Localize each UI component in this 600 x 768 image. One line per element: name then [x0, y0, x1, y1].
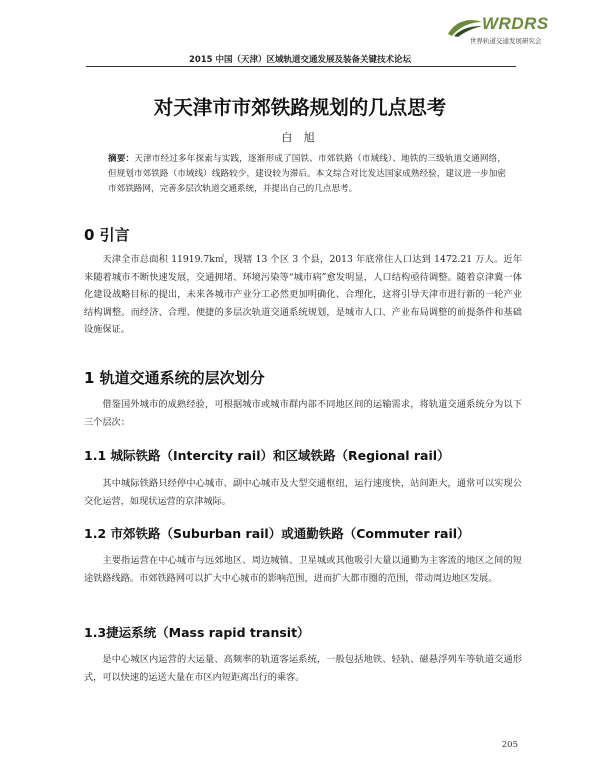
paper-title: 对天津市市郊铁路规划的几点思考 — [153, 96, 447, 119]
logo-swoosh-icon — [446, 16, 484, 38]
logo-text: WRDRS — [482, 14, 549, 33]
abstract — [108, 152, 506, 197]
section-heading-intro: 0 引言 — [84, 226, 130, 244]
subsection-1-1-paragraph: 其中城际铁路只经停中心城市、副中心城市及大型交通枢纽，运行速度快，站间距大，通常可以实现公交化运营，如现状运营的京津城际。 — [84, 478, 522, 507]
section-heading-levels: 1 轨道交通系统的层次划分 — [84, 369, 265, 387]
running-header: 2015 中国（天津）区域轨道交通发展及装备关键技术论坛 — [188, 55, 412, 65]
logo-subtitle: 世界轨道交通发展研究会 — [470, 37, 542, 45]
levels-paragraph: 借鉴国外城市的成熟经验，可根据城市或城市群内部不同地区间的运输需求，将轨道交通系统分为以下三个层次： — [84, 399, 522, 428]
header-rule — [86, 66, 516, 67]
abstract-label: 摘要： — [108, 154, 135, 164]
wrdrs-logo — [446, 14, 556, 50]
page-number: 205 — [501, 740, 518, 750]
subsection-1-2-paragraph: 主要指运营在中心城市与远郊地区、周边城镇、卫星城或其他吸引大量以通勤为主客流的地区之间的短途铁路线路。市郊铁路网可以扩大中心城市的影响范围，进而扩大都市圈的范围，带动周边地区发展。 — [84, 555, 522, 584]
abstract-text: 天津市经过多年探索与实践，逐渐形成了国铁、市郊铁路（市域线）、地铁的三级轨道交通网络，但规划市郊铁路（市域线）线路较少，建设较为滞后。本文综合对比发达国家成熟经验，建议进一步加密市郊铁路网，完善多层次轨道交通系统，并提出自己的几点思考。 — [108, 154, 506, 194]
subsection-heading-1-3: 1.3捷运系统（Mass rapid transit） — [84, 625, 310, 640]
subsection-heading-1-1: 1.1 城际铁路（Intercity rail）和区域铁路（Regional rail） — [84, 448, 450, 463]
intro-paragraph: 天津全市总面积 11919.7k㎡，现辖 13 个区 3 个县，2013 年底常住人口达到 1472.21 万人。近年来随着城市不断快速发展，交通拥堵、环境污染等“城市病”愈发明显，人口结构亟待调整。随着京津冀一体化建设战略目标的提出，未来各城市产业分工必然更加明确化、合理化，这将引导天津市进行新的一轮产业结构调整。而经济、合理、便捷的多层次轨道交通系统规划，是城市人口、产业布局调整的前提条件和基础设施保证。 — [84, 254, 522, 335]
subsection-1-3-paragraph: 是中心城区内运营的大运量、高频率的轨道客运系统，一般包括地铁、轻轨、磁悬浮列车等轨道交通形式，可以快速的运送大量在市区内短距离出行的乘客。 — [84, 654, 522, 683]
subsection-heading-1-2: 1.2 市郊铁路（Suburban rail）或通勤铁路（Commuter rail） — [84, 526, 470, 541]
paper-author: 白 旭 — [281, 131, 319, 144]
